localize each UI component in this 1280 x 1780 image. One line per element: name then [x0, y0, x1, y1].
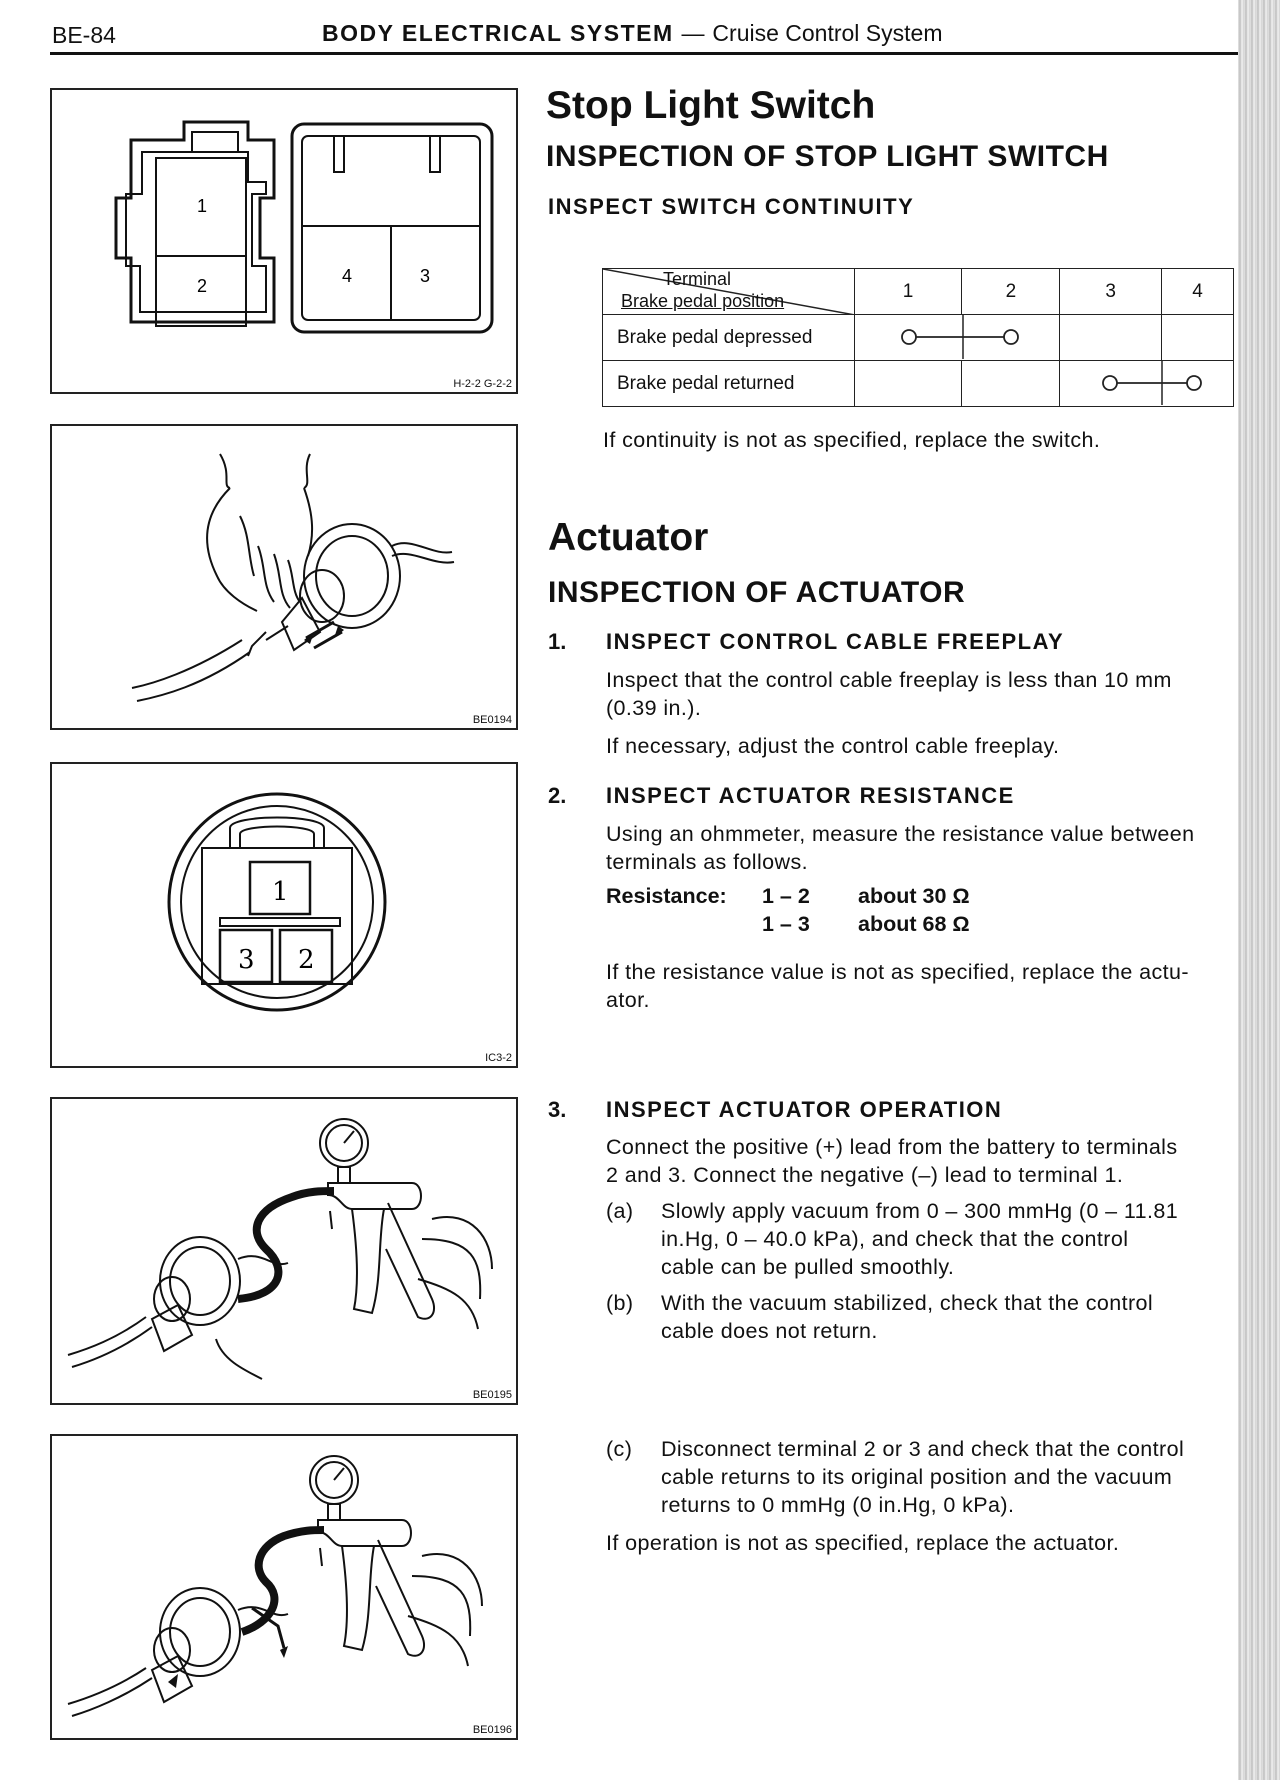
resistance-label: Resistance:	[606, 884, 727, 908]
section-title-actuator: Actuator	[548, 516, 709, 559]
pin-label: 3	[420, 266, 431, 286]
book-binding-edge	[1238, 0, 1280, 1780]
figure-code: H-2-2 G-2-2	[453, 378, 512, 390]
figure-code: BE0196	[472, 1724, 512, 1736]
continuity-cell	[1060, 361, 1234, 407]
section-title: BODY ELECTRICAL SYSTEM	[322, 20, 674, 46]
resistance-terminals: 1 – 3	[762, 912, 810, 936]
step-text: If necessary, adjust the control cable freeplay.	[606, 734, 1060, 758]
step-title-resistance: INSPECT ACTUATOR RESISTANCE	[606, 783, 1015, 808]
step-title-freeplay: INSPECT CONTROL CABLE FREEPLAY	[606, 629, 1065, 654]
empty-cell	[854, 361, 962, 407]
empty-cell	[1162, 315, 1234, 361]
figure-code: BE0195	[472, 1389, 512, 1401]
pin-label: 4	[342, 266, 353, 286]
section-title-stop-light: Stop Light Switch	[546, 84, 876, 127]
figure-code: IC3-2	[485, 1052, 512, 1064]
step-number: 2.	[548, 783, 567, 808]
figure-code: BE0194	[472, 714, 512, 726]
page-code: BE-84	[52, 22, 116, 48]
figure-vacuum-apply	[50, 1097, 518, 1405]
figure-cable-freeplay	[50, 424, 518, 730]
pin-label: 1	[197, 196, 208, 216]
subsection-title-actuator: INSPECTION OF ACTUATOR	[548, 576, 966, 609]
continuity-mark-3-4	[1060, 361, 1234, 405]
resistance-terminals: 1 – 2	[762, 884, 810, 908]
substep-text: in.Hg, 0 – 40.0 kPa), and check that the control	[661, 1227, 1129, 1251]
pin-label: 2	[298, 945, 315, 975]
page-header	[322, 20, 943, 47]
step-text: If the resistance value is not as specified, replace the actu-	[606, 960, 1189, 984]
cable-freeplay-illustration	[52, 426, 516, 728]
step-text: ator.	[606, 988, 650, 1012]
resistance-value: about 68 Ω	[858, 912, 970, 936]
substep-text: cable returns to its original position and the vacuum	[661, 1465, 1173, 1489]
continuity-mark-1-2	[855, 315, 1061, 359]
substep-text: cable can be pulled smoothly.	[661, 1255, 955, 1279]
row-label: Brake pedal depressed	[603, 315, 855, 361]
step-text: Connect the positive (+) lead from the battery to terminals	[606, 1135, 1178, 1159]
continuity-table	[602, 268, 1234, 407]
vacuum-release-illustration	[52, 1436, 516, 1738]
column-header: 1	[854, 269, 962, 315]
step-text: terminals as follows.	[606, 850, 808, 874]
table-header-row	[603, 269, 1234, 315]
resistance-value: about 30 Ω	[858, 884, 970, 908]
row-label: Brake pedal returned	[603, 361, 855, 407]
connector-diagram	[52, 90, 516, 392]
vacuum-apply-illustration	[52, 1099, 516, 1403]
column-header: 3	[1060, 269, 1162, 315]
figure-switch-connectors	[50, 88, 518, 394]
pin-label: 3	[238, 945, 255, 975]
step-title-operation: INSPECT ACTUATOR OPERATION	[606, 1097, 1003, 1122]
step-text: Inspect that the control cable freeplay is less than 10 mm	[606, 668, 1172, 692]
step-number: 1.	[548, 629, 567, 654]
step-text: (0.39 in.).	[606, 696, 702, 720]
actuator-connector-diagram	[52, 764, 516, 1066]
step-title-continuity: INSPECT SWITCH CONTINUITY	[548, 194, 915, 219]
corner-cell	[603, 269, 855, 315]
header-rule	[50, 52, 1245, 55]
figure-actuator-connector	[50, 762, 518, 1068]
corner-label-terminal: Terminal	[663, 269, 732, 289]
substep-label: (b)	[606, 1291, 634, 1315]
substep-text: returns to 0 mmHg (0 in.Hg, 0 kPa).	[661, 1493, 1015, 1517]
table-row	[603, 315, 1234, 361]
empty-cell	[962, 361, 1060, 407]
substep-text: Disconnect terminal 2 or 3 and check that the control	[661, 1437, 1185, 1461]
substep-label: (c)	[606, 1437, 633, 1461]
pin-label: 2	[197, 276, 208, 296]
figure-vacuum-release	[50, 1434, 518, 1740]
final-note: If operation is not as specified, replace the actuator.	[606, 1531, 1120, 1555]
empty-cell	[1060, 315, 1162, 361]
column-header: 4	[1162, 269, 1234, 315]
header-dash: —	[681, 20, 705, 46]
substep-text: Slowly apply vacuum from 0 – 300 mmHg (0 – 11.81	[661, 1199, 1179, 1223]
continuity-note: If continuity is not as specified, replace the switch.	[603, 428, 1101, 452]
substep-text: cable does not return.	[661, 1319, 878, 1343]
pin-label: 1	[272, 877, 289, 907]
step-text: 2 and 3. Connect the negative (–) lead to terminal 1.	[606, 1163, 1124, 1187]
corner-label-position: Brake pedal position	[621, 291, 785, 311]
table-row	[603, 361, 1234, 407]
step-text: Using an ohmmeter, measure the resistance value between	[606, 822, 1195, 846]
substep-label: (a)	[606, 1199, 634, 1223]
subsection-title-stop-light: INSPECTION OF STOP LIGHT SWITCH	[546, 140, 1109, 173]
substep-text: With the vacuum stabilized, check that the control	[661, 1291, 1154, 1315]
subsection-title: Cruise Control System	[712, 20, 943, 46]
step-number: 3.	[548, 1097, 567, 1122]
column-header: 2	[962, 269, 1060, 315]
continuity-cell	[854, 315, 1060, 361]
